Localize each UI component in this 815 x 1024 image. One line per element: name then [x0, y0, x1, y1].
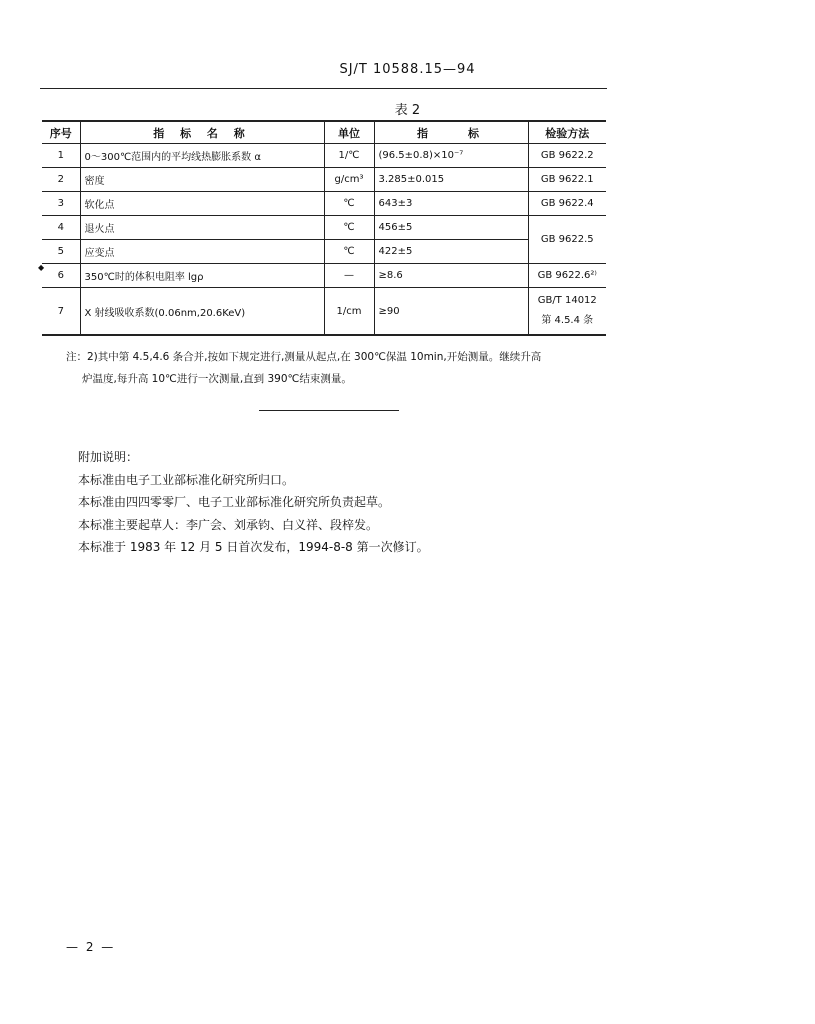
row-name: 应变点 [80, 240, 324, 264]
margin-mark-icon: ◆ [38, 263, 45, 272]
appendix-line: 本标准于 1983 年 12 月 5 日首次发布，1994-8-8 第一次修订。 [78, 540, 429, 554]
row-method: GB 9622.4 [528, 192, 606, 216]
row-name: 350℃时的体积电阻率 lgρ [80, 264, 324, 288]
row-name: 0～300℃范围内的平均线热膨胀系数 α [80, 144, 324, 168]
header-rule [40, 88, 607, 89]
row-method-line2: 第 4.5.4 条 [541, 315, 594, 326]
row-no: 1 [42, 144, 80, 168]
spec-table [42, 120, 606, 336]
table-row [42, 192, 606, 216]
page-number: — 2 — [66, 940, 116, 954]
note-line-2: 炉温度,每升高 10℃进行一次测量,直到 390℃结束测量。 [82, 373, 352, 385]
row-no: 5 [42, 240, 80, 264]
table-row [42, 144, 606, 168]
row-value: ≥90 [374, 288, 528, 336]
col-header-name: 指 标 名 称 [80, 121, 324, 144]
row-no: 7 [42, 288, 80, 336]
row-no: 3 [42, 192, 80, 216]
row-name: 软化点 [80, 192, 324, 216]
appendix-line: 本标准由四四零零厂、电子工业部标准化研究所负责起草。 [78, 495, 391, 509]
row-unit: ℃ [324, 240, 374, 264]
col-header-unit: 单位 [324, 121, 374, 144]
table-row [42, 168, 606, 192]
row-value: 456±5 [374, 216, 528, 240]
appendix-line: 本标准由电子工业部标准化研究所归口。 [78, 472, 295, 487]
col-header-no: 序号 [42, 121, 80, 144]
standard-code: SJ/T 10588.15—94 [339, 62, 476, 77]
table-row [42, 240, 606, 264]
section-divider [259, 410, 399, 411]
row-method: GB 9622.5 [528, 216, 606, 264]
row-value: ≥8.6 [374, 264, 528, 288]
row-method: GB 9622.2 [528, 144, 606, 168]
row-value: 3.285±0.015 [374, 168, 528, 192]
row-unit: 1/cm [324, 288, 374, 336]
table-row [42, 264, 606, 288]
table-header-row [42, 121, 606, 144]
row-unit: ℃ [324, 216, 374, 240]
appendix-heading: 附加说明： [78, 450, 139, 464]
appendix [78, 446, 598, 559]
appendix-line: 本标准主要起草人：李广会、刘承钧、白义祥、段梓发。 [78, 517, 379, 532]
row-unit: — [324, 264, 374, 288]
row-name: 密度 [80, 168, 324, 192]
row-name: X 射线吸收系数(0.06nm,20.6KeV) [80, 288, 324, 336]
table-row [42, 288, 606, 336]
row-method-line1: GB/T 14012 [537, 295, 597, 306]
row-unit: 1/℃ [324, 144, 374, 168]
row-method: GB 9622.6²⁾ [528, 264, 606, 288]
row-no: 6 [42, 264, 80, 288]
row-method [528, 288, 606, 336]
row-value: 422±5 [374, 240, 528, 264]
row-unit: g/cm³ [324, 168, 374, 192]
row-method: GB 9622.1 [528, 168, 606, 192]
table-row [42, 216, 606, 240]
row-unit: ℃ [324, 192, 374, 216]
table-note [66, 346, 616, 390]
col-header-value: 指 标 [374, 121, 528, 144]
col-header-method: 检验方法 [528, 121, 606, 144]
row-no: 2 [42, 168, 80, 192]
note-line-1: 注：2)其中第 4.5,4.6 条合并,按如下规定进行,测量从起点,在 300℃保温 10min,开始测量。继续升高 [66, 351, 542, 363]
row-name: 退火点 [80, 216, 324, 240]
row-value: 643±3 [374, 192, 528, 216]
row-value: (96.5±0.8)×10⁻⁷ [374, 144, 528, 168]
row-no: 4 [42, 216, 80, 240]
table-title: 表 2 [394, 103, 421, 118]
